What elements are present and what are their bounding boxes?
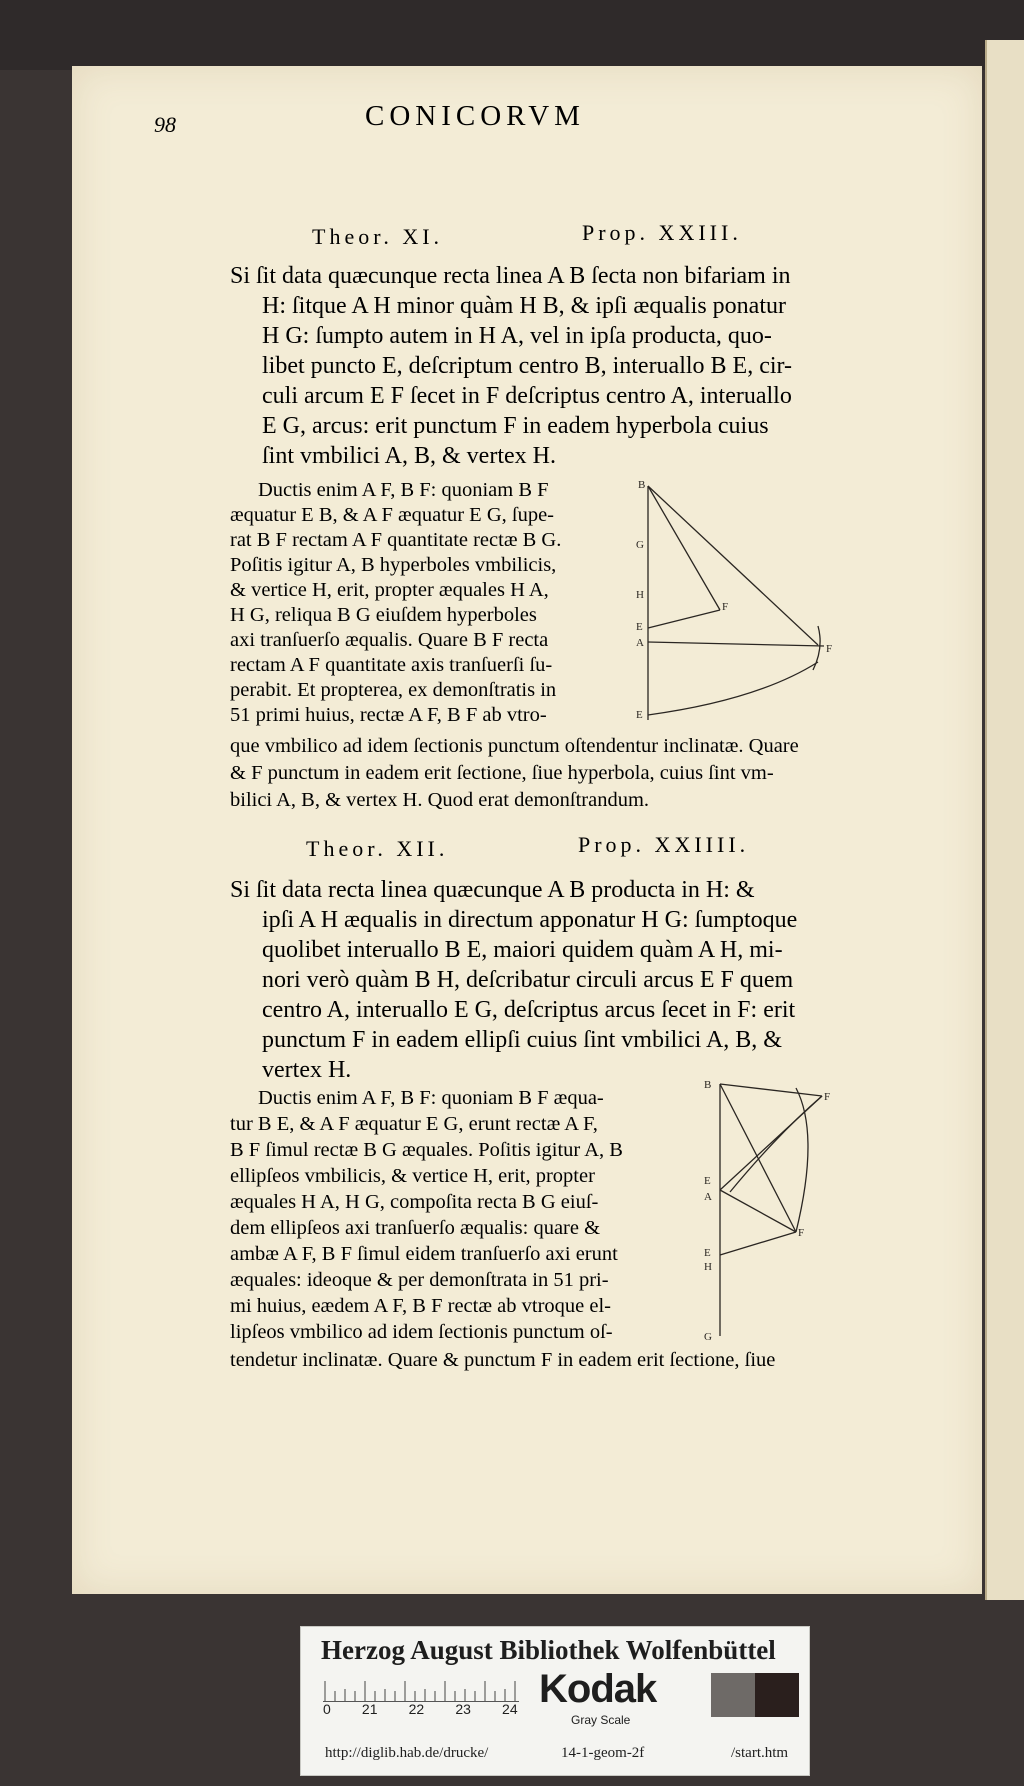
- fig1-label-a: A: [636, 637, 644, 649]
- proof-line: Ductis enim A F, B F: quoniam B F æqua-: [258, 1087, 604, 1109]
- statement-line: Si ſit data quæcunque recta linea A B ſecta non bifariam in: [230, 263, 791, 289]
- url-start: /start.htm: [731, 1745, 789, 1761]
- figure-line-bf-upper: [648, 486, 720, 610]
- ruler-number: 22: [408, 1701, 425, 1717]
- gray-scale-caption: Gray Scale: [571, 1713, 631, 1727]
- proof-line: rat B F rectam A F quantitate rectæ B G.: [230, 529, 562, 551]
- statement-line: H G: ſumpto autem in H A, vel in ipſa producta, quo-: [262, 323, 772, 349]
- proof-line: æquatur E B, & A F æquatur E G, ſupe-: [230, 504, 554, 526]
- fig2-label-a: A: [704, 1191, 712, 1203]
- proof-line: que vmbilico ad idem ſectionis punctum oſtendentur inclinatæ. Quare: [230, 735, 799, 757]
- kodak-brand: Kodak: [539, 1667, 657, 1711]
- proof-line: mi huius, eædem A F, B F rectæ ab vtroque el-: [230, 1295, 611, 1317]
- proof-line: æquales: ideoque & per demonſtrata in 51 pri-: [230, 1269, 609, 1291]
- fig1-label-f2: F: [826, 643, 833, 655]
- ruler-number: 23: [455, 1701, 471, 1717]
- proof-line: dem ellipſeos axi tranſuerſo æqualis: quare &: [230, 1217, 601, 1239]
- proof-line: tur B E, & A F æquatur E G, erunt rectæ A F,: [230, 1113, 598, 1135]
- statement-line: punctum F in eadem ellipſi cuius ſint vmbilici A, B, &: [262, 1027, 782, 1053]
- scan-backdrop: [0, 0, 1024, 70]
- hyperbola-figure: [628, 470, 840, 732]
- url-id: 14-1-geom-2f: [561, 1745, 645, 1761]
- fig2-label-b: B: [704, 1079, 712, 1091]
- proof-line: lipſeos vmbilico ad idem ſectionis punctum oſ-: [230, 1321, 613, 1343]
- proof-line: 51 primi huius, rectæ A F, B F ab vtro-: [230, 704, 547, 726]
- proof-line: perabit. Et propterea, ex demonſtratis in: [230, 679, 557, 701]
- ruler-number: 24: [502, 1701, 518, 1717]
- prop-xxiiii-label: Prop. XXIIII.: [578, 832, 750, 857]
- theorem-xi-label: Theor. XI.: [312, 224, 444, 249]
- figure-line-ef: [720, 1232, 796, 1255]
- proof-line: axi tranſuerſo æqualis. Quare B F recta: [230, 629, 549, 651]
- fig2-label-f: F: [824, 1091, 831, 1103]
- proof-line: Poſitis igitur A, B hyperboles vmbilicis,: [230, 554, 557, 576]
- statement-line: culi arcum E F ſecet in F deſcriptus centro A, interuallo: [262, 383, 792, 409]
- proof-line: ambæ A F, B F ſimul eidem tranſuerſo axi erunt: [230, 1243, 618, 1265]
- figure-line-ef: [648, 610, 720, 628]
- proof-line: H G, reliqua B G eiuſdem hyperboles: [230, 604, 537, 626]
- url-base: http://diglib.hab.de/drucke/: [325, 1745, 489, 1761]
- ruler-number: 21: [361, 1701, 378, 1717]
- fig2-label-f2: F: [798, 1227, 805, 1239]
- fig1-label-b: B: [638, 479, 646, 491]
- proof-line: Ductis enim A F, B F: quoniam B F: [258, 479, 549, 501]
- statement-line: quolibet interuallo B E, maiori quidem quàm A H, mi-: [262, 937, 783, 963]
- proof-line: æquales H A, H G, compoſita recta B G eiuſ-: [230, 1191, 599, 1213]
- running-head: CONICORVM: [365, 100, 585, 132]
- library-name: Herzog August Bibliothek Wolfenbüttel: [321, 1635, 776, 1665]
- next-page-edge: [985, 40, 1024, 1600]
- proof-line: & vertice H, erit, propter æquales H A,: [230, 579, 549, 601]
- figure-line-af: [648, 642, 824, 646]
- figure-circle-arc: [813, 626, 820, 670]
- page-number: 98: [154, 112, 176, 137]
- proof-line: bilici A, B, & vertex H. Quod erat demonſtrandum.: [230, 789, 650, 811]
- statement-line: nori verò quàm B H, deſcribatur circuli arcus E F quem: [262, 967, 794, 993]
- dark-patch: [755, 1673, 799, 1717]
- prop-xxiii-label: Prop. XXIII.: [582, 220, 742, 245]
- statement-line: ipſi A H æqualis in directum apponatur H G: ſumptoque: [262, 907, 798, 933]
- proof-line: & F punctum in eadem erit ſectione, ſiue hyperbola, cuius ſint vm-: [230, 762, 774, 784]
- statement-line: ſint vmbilici A, B, & vertex H.: [262, 443, 556, 469]
- fig1-label-f: F: [722, 601, 729, 613]
- fig1-label-e2: E: [636, 709, 643, 721]
- fig1-label-g: G: [636, 539, 644, 551]
- statement-line: Si ſit data recta linea quæcunque A B producta in H: &: [230, 877, 755, 903]
- statement-line: H: ſitque A H minor quàm H B, & ipſi æqualis ponatur: [262, 293, 786, 319]
- fig2-label-e: E: [704, 1175, 711, 1187]
- proof-line: rectam A F quantitate axis tranſuerſi ſu-: [230, 654, 553, 676]
- fig2-label-g: G: [704, 1331, 712, 1343]
- proof-line: tendetur inclinatæ. Quare & punctum F in eadem erit ſectione, ſiue: [230, 1349, 776, 1371]
- fig1-label-h: H: [636, 589, 644, 601]
- fig2-label-h: H: [704, 1261, 712, 1273]
- ellipse-figure: [698, 1074, 848, 1344]
- statement-line: vertex H.: [262, 1057, 352, 1083]
- theorem-xii-label: Theor. XII.: [306, 836, 449, 861]
- figure-line-bf: [720, 1084, 796, 1232]
- statement-line: libet puncto E, deſcriptum centro B, interuallo B E, cir-: [262, 353, 793, 379]
- proof-line: ellipſeos vmbilicis, & vertice H, erit, propter: [230, 1165, 595, 1187]
- statement-line: centro A, interuallo E G, deſcriptus arcus ſecet in F: erit: [262, 997, 796, 1023]
- ruler-scale-icon: [323, 1677, 519, 1702]
- ruler-numbers: [323, 1701, 518, 1717]
- figure-line-bf-top: [720, 1084, 822, 1096]
- fig1-label-e: E: [636, 621, 643, 633]
- statement-line: E G, arcus: erit punctum F in eadem hyperbola cuius: [262, 413, 769, 439]
- library-label-card: [300, 1626, 810, 1776]
- ruler-number: 0: [323, 1701, 331, 1717]
- proof-line: B F ſimul rectæ B G æquales. Poſitis igitur A, B: [230, 1139, 623, 1161]
- fig2-label-e2: E: [704, 1247, 711, 1259]
- gray-patch: [711, 1673, 755, 1717]
- figure-hyperbola-arc: [648, 662, 818, 715]
